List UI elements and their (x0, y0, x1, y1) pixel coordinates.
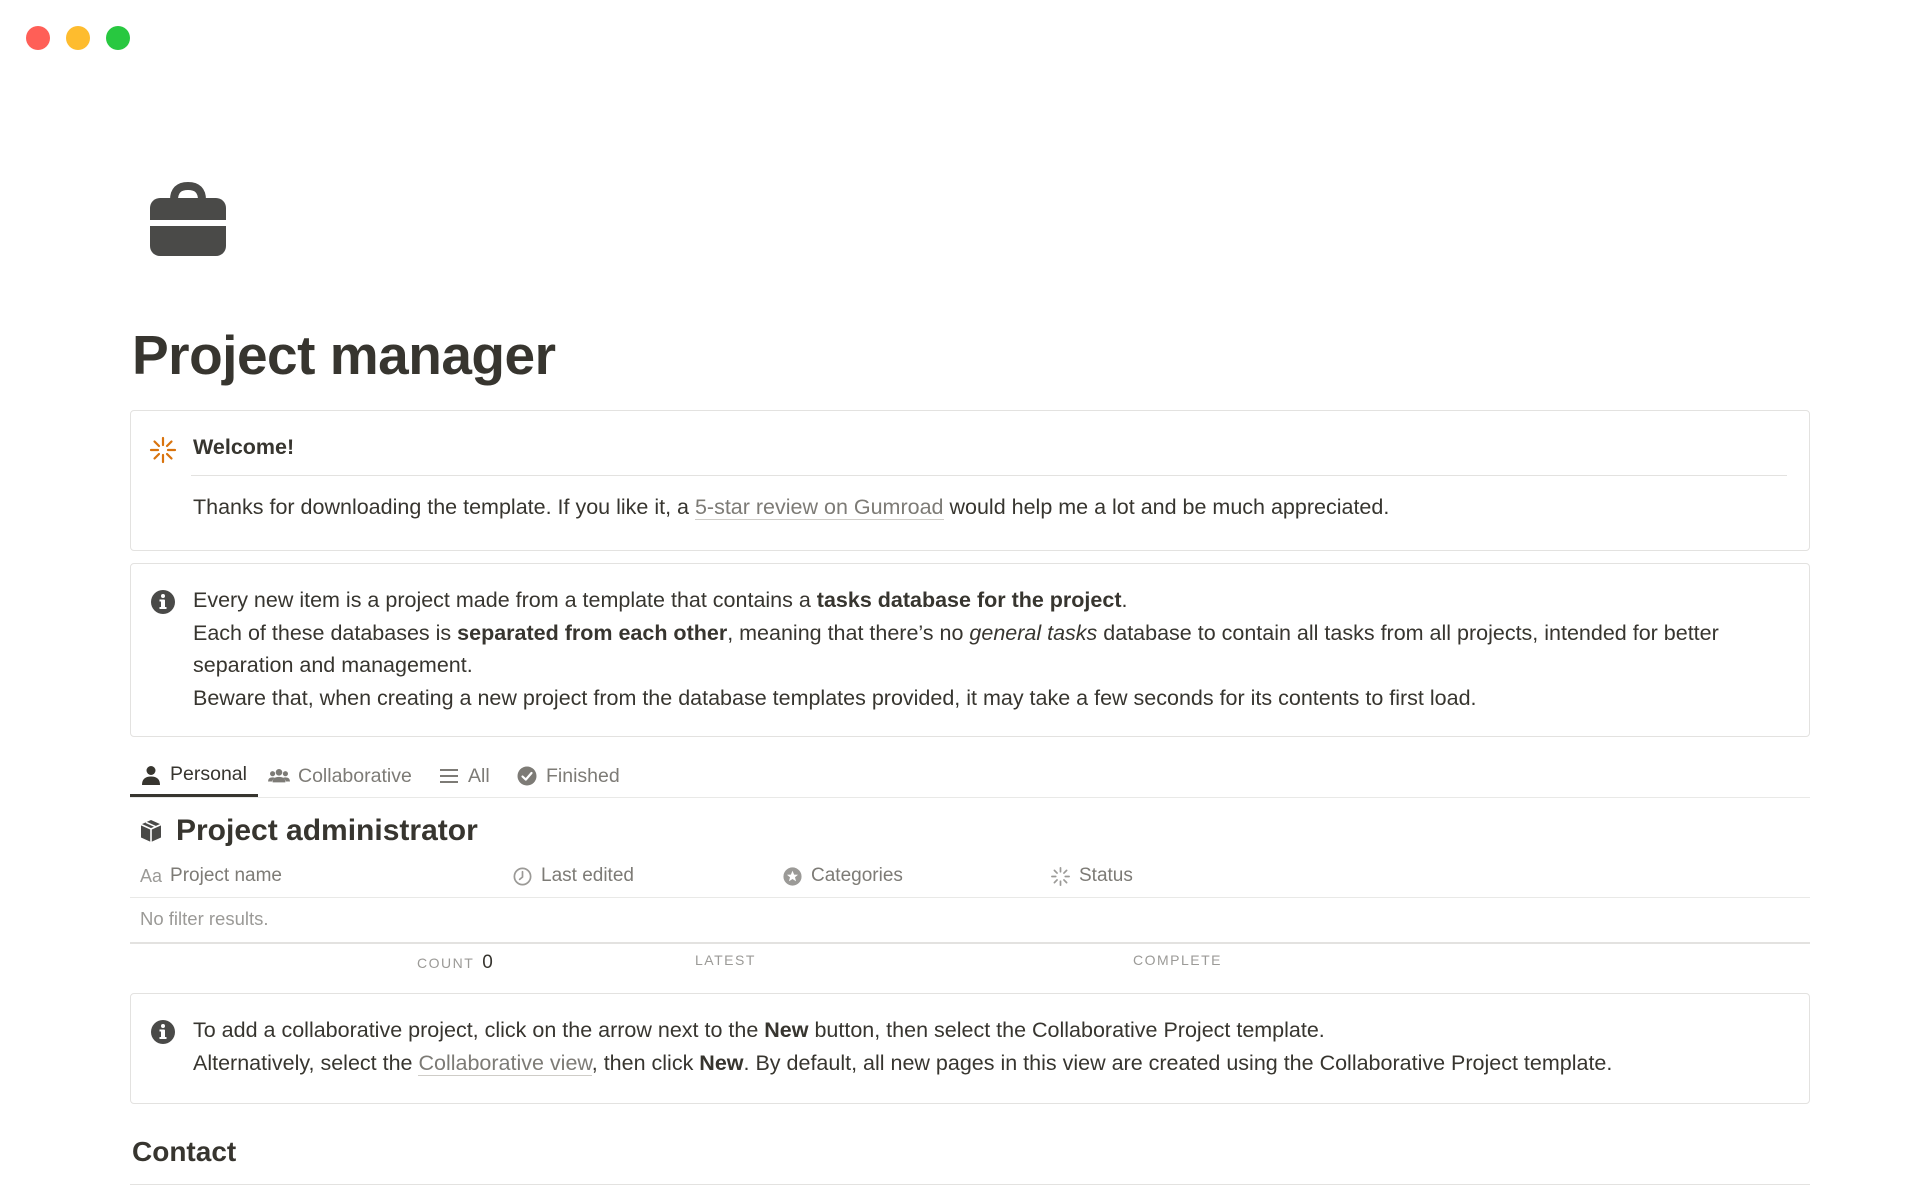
column-status[interactable] (1050, 855, 1133, 897)
calc-label: COUNT (417, 955, 475, 971)
info-line-1 (193, 584, 1787, 617)
divider (191, 475, 1787, 476)
welcome-callout (130, 410, 1810, 551)
info-text: database to contain all tasks from all projects, intended for better separation and management. (193, 620, 1719, 677)
table-header (130, 855, 1810, 898)
person-icon (140, 764, 162, 786)
table-divider (130, 942, 1810, 944)
maximize-window-button[interactable] (106, 26, 130, 50)
column-last-edited[interactable] (512, 855, 634, 897)
info-bold-text: separated from each other (457, 620, 728, 645)
divider (130, 1184, 1810, 1185)
column-label: Status (1079, 865, 1133, 886)
briefcase-icon[interactable] (146, 178, 230, 262)
empty-state: No filter results. (140, 908, 269, 929)
collab-line-2 (193, 1047, 1787, 1080)
info-icon (149, 588, 177, 616)
info-text: , meaning that there’s no (727, 620, 970, 645)
column-label: Project name (170, 865, 282, 886)
info-italic-text: general tasks (969, 620, 1098, 645)
count-calculation[interactable] (417, 952, 493, 982)
complete-calculation[interactable] (1133, 952, 1222, 982)
view-tabs (130, 755, 1810, 798)
info-icon (149, 1018, 177, 1046)
people-icon (268, 765, 290, 787)
multi-select-icon (782, 866, 803, 887)
column-project-name[interactable] (140, 855, 282, 897)
sparkle-icon (149, 436, 177, 464)
info-line-2 (193, 617, 1787, 682)
minimize-window-button[interactable] (66, 26, 90, 50)
close-window-button[interactable] (26, 26, 50, 50)
collab-text: button, then select the Collaborative Project template. (808, 1018, 1325, 1042)
info-line-3: Beware that, when creating a new project from the database templates provided, it may take a few seconds for its contents to first load. (193, 685, 1477, 710)
calc-label: LATEST (695, 952, 756, 968)
welcome-text-before: Thanks for downloading the template. If you like it, a (193, 495, 695, 519)
collab-bold-text: New (764, 1018, 809, 1042)
window-controls (26, 26, 130, 50)
tab-personal[interactable] (130, 755, 258, 797)
welcome-text-after: would help me a lot and be much appreciated. (943, 495, 1390, 519)
tab-all[interactable] (428, 755, 504, 797)
column-label: Last edited (541, 865, 634, 886)
calc-value: 0 (482, 952, 493, 973)
tab-finished[interactable] (506, 755, 636, 797)
text-property-icon: Aa (140, 865, 163, 886)
info-callout (130, 563, 1810, 737)
welcome-title: Welcome! (193, 435, 295, 459)
page-title[interactable]: Project manager (132, 324, 556, 386)
box-icon (138, 818, 164, 844)
tab-label: Collaborative (298, 764, 412, 787)
calc-label: COMPLETE (1133, 952, 1223, 968)
info-text: Each of these databases is (193, 620, 458, 645)
info-callout-body (193, 584, 1787, 714)
collab-text: , then click (591, 1050, 700, 1075)
collaborative-view-link[interactable]: Collaborative view (418, 1050, 592, 1075)
collaborative-callout (130, 993, 1810, 1104)
collab-text: . By default, all new pages in this view are created using the Collaborative Project template. (743, 1050, 1613, 1075)
gumroad-review-link[interactable]: 5-star review on Gumroad (694, 495, 944, 519)
clock-icon (512, 866, 533, 887)
tab-label: All (468, 764, 490, 787)
collab-line-1 (193, 1014, 1787, 1047)
contact-heading[interactable]: Contact (132, 1136, 237, 1167)
database-title[interactable] (138, 810, 478, 852)
column-categories[interactable] (782, 855, 903, 897)
info-text: Every new item is a project made from a template that contains a (193, 588, 817, 612)
info-bold-text: tasks database for the project (816, 588, 1122, 612)
collaborative-callout-body (193, 1014, 1787, 1079)
column-label: Categories (811, 865, 903, 886)
tab-collaborative[interactable] (258, 755, 428, 797)
status-icon (1050, 866, 1071, 887)
list-icon (438, 765, 460, 787)
database-title-text: Project administrator (176, 814, 478, 847)
welcome-text (193, 491, 1787, 524)
check-circle-icon (516, 765, 538, 787)
tab-label: Finished (546, 764, 620, 787)
info-text: . (1121, 588, 1128, 612)
latest-calculation[interactable] (695, 952, 756, 982)
collab-text: Alternatively, select the (193, 1050, 419, 1075)
tab-label: Personal (170, 763, 247, 785)
collab-text: To add a collaborative project, click on the arrow next to the (193, 1018, 765, 1042)
collab-bold-text: New (699, 1050, 744, 1075)
